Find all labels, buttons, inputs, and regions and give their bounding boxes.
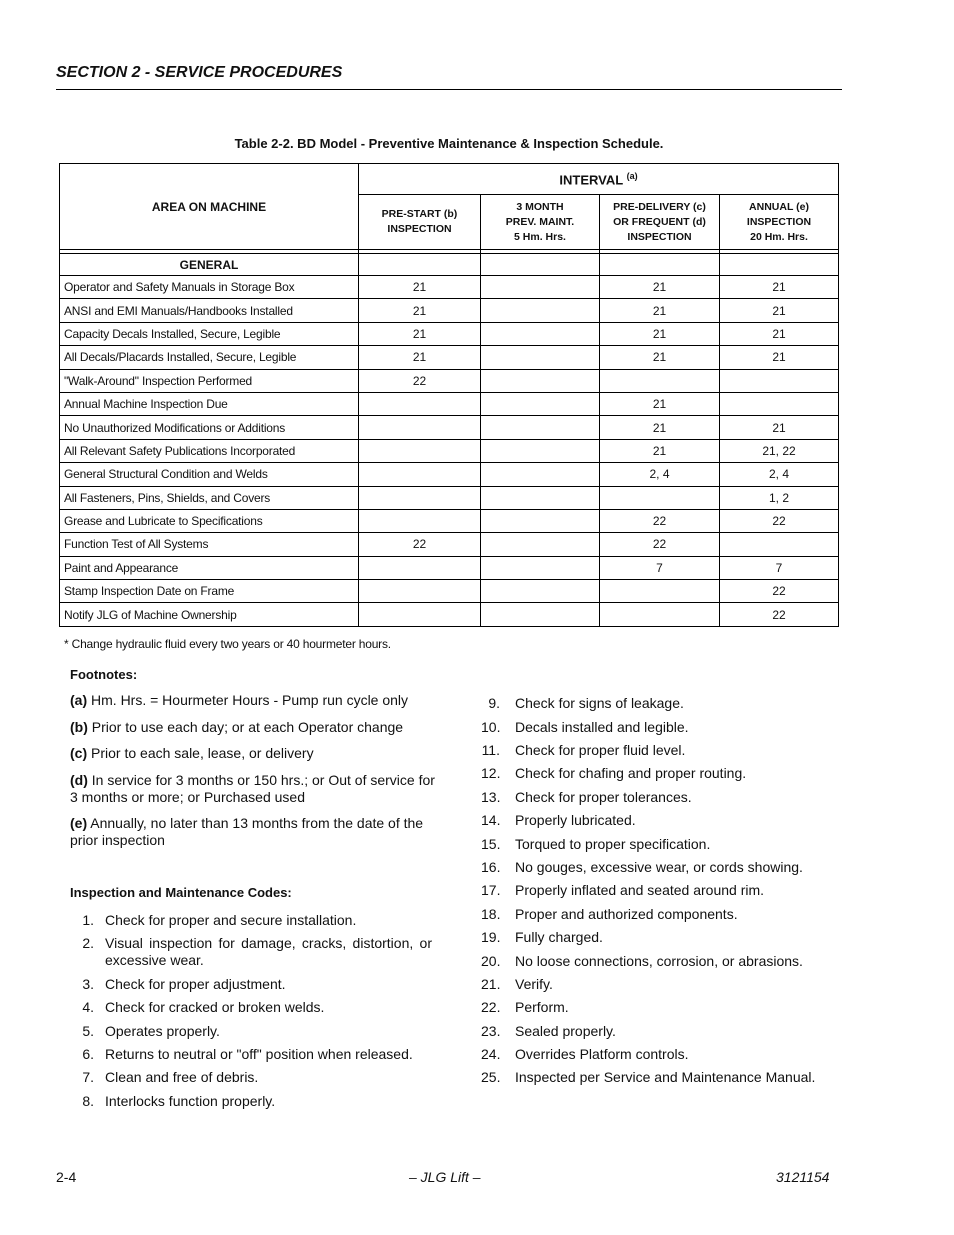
table-row	[60, 580, 839, 603]
row-value: 21	[720, 299, 839, 322]
column-header-line: 5 Hm. Hrs.	[514, 230, 566, 243]
code-text: Proper and authorized components.	[515, 906, 738, 922]
interval-header-note: (a)	[626, 170, 638, 181]
code-number: 12.	[481, 765, 501, 781]
code-number: 17.	[481, 882, 501, 898]
row-value	[481, 603, 600, 626]
row-value	[720, 533, 839, 556]
row-value: 21	[720, 346, 839, 369]
row-value	[481, 299, 600, 322]
code-text: Returns to neutral or "off" position when released.	[105, 1046, 413, 1062]
row-label: All Decals/Placards Installed, Secure, Legible	[60, 346, 359, 369]
row-value	[481, 580, 600, 603]
row-value	[600, 603, 720, 626]
row-value: 7	[720, 556, 839, 579]
code-number: 22.	[481, 999, 501, 1015]
row-value	[481, 556, 600, 579]
row-value	[481, 486, 600, 509]
footnote-text: In service for 3 months or 150 hrs.; or Out of service for 3 months or more; or Purchased used	[70, 772, 435, 805]
row-label: General Structural Condition and Welds	[60, 463, 359, 486]
row-value	[600, 369, 720, 392]
row-value: 21	[600, 439, 720, 462]
row-value: 22	[720, 580, 839, 603]
row-value	[359, 439, 481, 462]
code-number: 24.	[481, 1046, 501, 1062]
code-text: No gouges, excessive wear, or cords showing.	[515, 859, 803, 875]
row-value: 21	[600, 276, 720, 299]
table-row	[60, 346, 839, 369]
row-value: 1, 2	[720, 486, 839, 509]
column-header-line: OR FREQUENT (d)	[613, 215, 706, 228]
row-value	[359, 603, 481, 626]
row-value: 7	[600, 556, 720, 579]
footnote-text: Prior to each sale, lease, or delivery	[87, 745, 314, 761]
row-value: 21	[600, 392, 720, 415]
row-value	[481, 346, 600, 369]
table-row	[60, 276, 839, 299]
code-number: 6.	[82, 1046, 94, 1062]
row-label: All Fasteners, Pins, Shields, and Covers	[60, 486, 359, 509]
row-label: Capacity Decals Installed, Secure, Legible	[60, 322, 359, 345]
footnote-key: (d)	[70, 772, 88, 788]
code-text: Sealed properly.	[515, 1023, 616, 1039]
code-number: 7.	[82, 1069, 94, 1085]
row-value: 21, 22	[720, 439, 839, 462]
row-value	[720, 369, 839, 392]
code-text: Properly inflated and seated around rim.	[515, 882, 765, 898]
row-value	[481, 322, 600, 345]
row-label: Annual Machine Inspection Due	[60, 392, 359, 415]
column-header	[481, 195, 600, 250]
code-text: Overrides Platform controls.	[515, 1046, 689, 1062]
code-number: 20.	[481, 953, 501, 969]
footnote-text: Hm. Hrs. = Hourmeter Hours - Pump run cycle only	[87, 692, 409, 708]
table-row	[60, 299, 839, 322]
header-rule	[56, 89, 842, 90]
footnote-text: Annually, no later than 13 months from the date of the prior inspection	[70, 815, 424, 848]
table-row	[60, 322, 839, 345]
row-value	[359, 486, 481, 509]
code-number: 3.	[82, 976, 94, 992]
footnote	[70, 772, 440, 806]
table-row	[60, 463, 839, 486]
code-number: 10.	[481, 719, 501, 735]
code-text: Check for proper fluid level.	[515, 742, 686, 758]
maintenance-schedule-table	[59, 163, 839, 627]
code-text: Torqued to proper specification.	[515, 836, 711, 852]
code-text: Inspected per Service and Maintenance Manual.	[515, 1069, 816, 1085]
code-number: 19.	[481, 929, 501, 945]
column-header-line: INSPECTION	[627, 230, 692, 243]
row-value: 21	[359, 276, 481, 299]
row-value: 21	[600, 322, 720, 345]
row-value	[481, 439, 600, 462]
row-value: 22	[720, 603, 839, 626]
code-number: 13.	[481, 789, 501, 805]
column-header-line: 20 Hm. Hrs.	[750, 230, 808, 243]
row-value: 21	[720, 276, 839, 299]
row-value	[481, 369, 600, 392]
code-text: Check for proper tolerances.	[515, 789, 692, 805]
row-value: 21	[600, 346, 720, 369]
code-text: Properly lubricated.	[515, 812, 636, 828]
table-row	[60, 369, 839, 392]
column-header	[720, 195, 839, 250]
footnote-key: (c)	[70, 745, 88, 761]
column-header-line: PREV. MAINT.	[505, 215, 575, 228]
row-label: ANSI and EMI Manuals/Handbooks Installed	[60, 299, 359, 322]
row-label: No Unauthorized Modifications or Additions	[60, 416, 359, 439]
code-text: Clean and free of debris.	[105, 1069, 259, 1085]
row-value	[481, 509, 600, 532]
code-text: Check for proper and secure installation.	[105, 912, 357, 928]
row-value	[359, 463, 481, 486]
code-text: Perform.	[515, 999, 569, 1015]
column-header-line: INSPECTION	[387, 223, 452, 235]
row-value: 21	[720, 416, 839, 439]
footer-brand: – JLG Lift –	[409, 1169, 481, 1185]
row-value	[720, 392, 839, 415]
code-number: 14.	[481, 812, 501, 828]
code-number: 4.	[82, 999, 94, 1015]
group-general: GENERAL	[60, 254, 359, 276]
table-row	[60, 556, 839, 579]
row-value: 21	[720, 322, 839, 345]
table-row	[60, 416, 839, 439]
row-value	[481, 416, 600, 439]
code-text: Check for cracked or broken welds.	[105, 999, 325, 1015]
row-value: 21	[359, 322, 481, 345]
row-value	[359, 580, 481, 603]
row-label: Notify JLG of Machine Ownership	[60, 603, 359, 626]
code-number: 1.	[82, 912, 94, 928]
code-number: 23.	[481, 1023, 501, 1039]
table-row	[60, 486, 839, 509]
code-number: 18.	[481, 906, 501, 922]
row-value: 2, 4	[720, 463, 839, 486]
row-value	[359, 509, 481, 532]
row-label: Function Test of All Systems	[60, 533, 359, 556]
code-text: Visual inspection for damage, cracks, distortion, or excessive wear.	[105, 935, 432, 968]
footnote	[70, 719, 440, 736]
area-header: AREA ON MACHINE	[60, 164, 359, 250]
footnote	[70, 692, 440, 709]
code-text: Check for chafing and proper routing.	[515, 765, 747, 781]
table-title: Table 2-2. BD Model - Preventive Maintenance & Inspection Schedule.	[234, 136, 664, 151]
code-number: 11.	[481, 742, 500, 758]
footnote-text: Prior to use each day; or at each Operator change	[87, 719, 404, 735]
row-value: 22	[600, 509, 720, 532]
row-label: Grease and Lubricate to Specifications	[60, 509, 359, 532]
row-value: 22	[359, 369, 481, 392]
footnote-key: (a)	[70, 692, 88, 708]
row-value	[481, 533, 600, 556]
code-number: 2.	[82, 935, 94, 951]
row-value	[481, 276, 600, 299]
row-value	[359, 392, 481, 415]
row-value	[359, 416, 481, 439]
table-note: * Change hydraulic fluid every two years or 40 hourmeter hours.	[64, 637, 391, 651]
section-header: SECTION 2 - SERVICE PROCEDURES	[56, 64, 343, 81]
footnote-key: (e)	[70, 815, 88, 831]
row-value: 2, 4	[600, 463, 720, 486]
row-value	[481, 392, 600, 415]
table-row	[60, 603, 839, 626]
row-value	[600, 486, 720, 509]
row-label: "Walk-Around" Inspection Performed	[60, 369, 359, 392]
code-text: Fully charged.	[515, 929, 603, 945]
code-text: Interlocks function properly.	[105, 1093, 276, 1109]
column-header-line: ANNUAL (e)	[749, 200, 809, 213]
table-row	[60, 533, 839, 556]
code-text: Decals installed and legible.	[515, 719, 689, 735]
column-header-line: INSPECTION	[746, 215, 812, 228]
code-number: 5.	[82, 1023, 94, 1039]
row-value	[600, 580, 720, 603]
code-number: 25.	[481, 1069, 501, 1085]
code-text: Check for proper adjustment.	[105, 976, 286, 992]
code-number: 21.	[481, 976, 501, 992]
row-value: 21	[359, 299, 481, 322]
row-label: Stamp Inspection Date on Frame	[60, 580, 359, 603]
code-number: 16.	[481, 859, 501, 875]
code-text: Verify.	[515, 976, 553, 992]
footnote-key: (b)	[70, 719, 88, 735]
row-value: 21	[359, 346, 481, 369]
table-row	[60, 439, 839, 462]
interval-header-label: INTERVAL	[559, 172, 623, 188]
row-value	[359, 556, 481, 579]
footnote	[70, 745, 440, 762]
table-row	[60, 509, 839, 532]
column-header	[359, 195, 481, 250]
row-value	[481, 463, 600, 486]
code-number: 15.	[481, 836, 501, 852]
doc-number: 3121154	[776, 1169, 830, 1185]
row-value: 21	[600, 416, 720, 439]
column-header-line: PRE-DELIVERY (c)	[613, 200, 706, 213]
column-header	[600, 195, 720, 250]
row-value: 22	[600, 533, 720, 556]
row-value: 21	[600, 299, 720, 322]
row-value: 22	[720, 509, 839, 532]
row-value: 22	[359, 533, 481, 556]
row-label: Paint and Appearance	[60, 556, 359, 579]
footnote	[70, 815, 440, 849]
code-text: No loose connections, corrosion, or abrasions.	[515, 953, 803, 969]
codes-title: Inspection and Maintenance Codes:	[70, 885, 292, 900]
interval-header	[359, 164, 839, 195]
column-header-line: 3 MONTH	[516, 200, 564, 213]
table-row	[60, 392, 839, 415]
row-label: Operator and Safety Manuals in Storage Box	[60, 276, 359, 299]
code-text: Operates properly.	[105, 1023, 220, 1039]
row-label: All Relevant Safety Publications Incorporated	[60, 439, 359, 462]
code-number: 9.	[488, 695, 500, 711]
code-number: 8.	[82, 1093, 94, 1109]
page-number: 2-4	[56, 1169, 77, 1185]
footnotes-title: Footnotes:	[70, 667, 138, 682]
column-header-line: PRE-START (b)	[381, 208, 458, 220]
code-text: Check for signs of leakage.	[515, 695, 684, 711]
